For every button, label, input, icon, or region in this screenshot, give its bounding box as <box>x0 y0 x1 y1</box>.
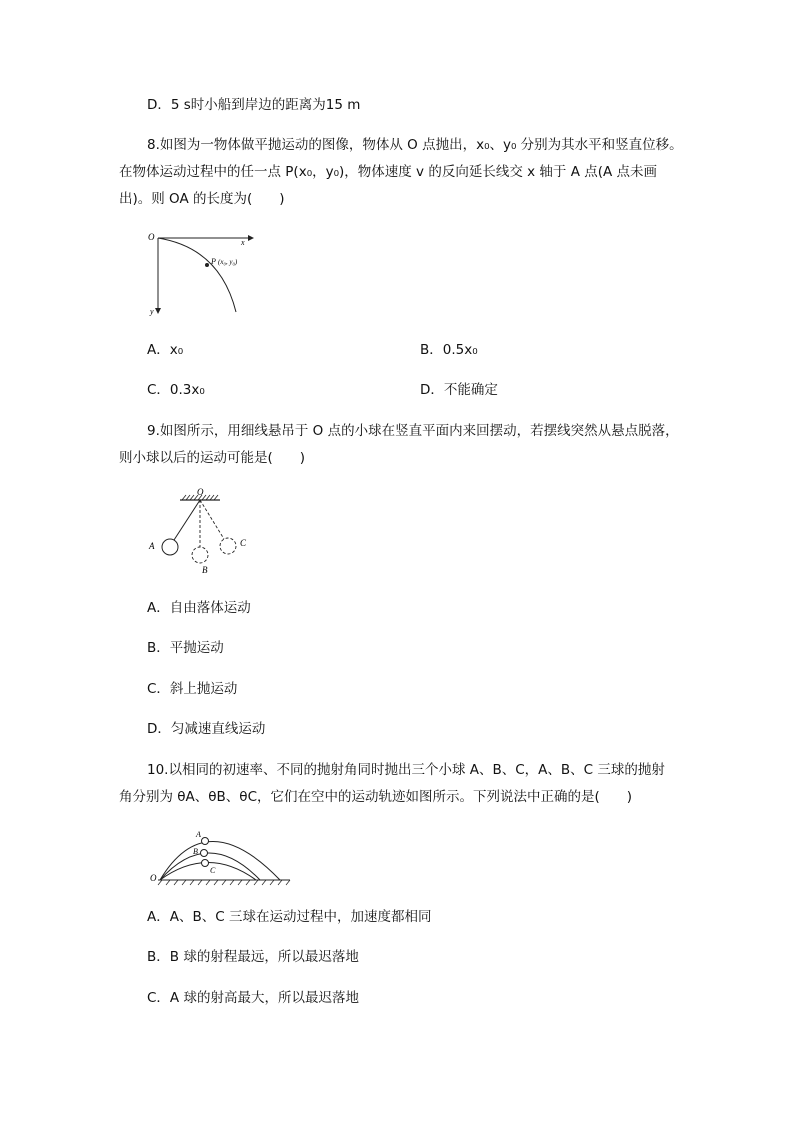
q10-fig-origin: O <box>150 873 157 883</box>
q9-pendulum-figure <box>145 485 255 575</box>
q8-fig-point-label: P <box>211 257 216 266</box>
q9-option-a: A．自由落体运动 <box>147 600 251 616</box>
q8-fig-x-label: x <box>241 238 245 247</box>
q10-fig-label-b: B <box>193 847 198 856</box>
q8-option-d: D．不能确定 <box>420 382 498 398</box>
q8-option-b: B．0.5x₀ <box>420 342 478 358</box>
q9-fig-label-b: B <box>202 565 208 575</box>
q8-stem-line3: 出)。则 OA 的长度为( ) <box>119 191 285 207</box>
q10-fig-label-a: A <box>196 830 201 839</box>
q10-stem-line1: 10.以相同的初速率、不同的抛射角同时抛出三个小球 A、B、C，A、B、C 三球的抛射 <box>147 762 665 778</box>
q10-option-c: C．A 球的射高最大，所以最迟落地 <box>147 990 359 1006</box>
q8-stem-line2: 在物体运动过程中的任一点 P(x₀，y₀)，物体速度 v 的反向延长线交 x 轴于 A 点(A 点未画 <box>119 164 658 180</box>
q8-stem-line1: 8.如图为一物体做平抛运动的图像，物体从 O 点抛出，x₀、y₀ 分别为其水平和竖直位移。 <box>147 137 683 153</box>
q10-fig-label-c: C <box>210 866 216 875</box>
q10-trajectory-figure <box>148 825 293 890</box>
q9-option-c: C．斜上抛运动 <box>147 681 238 697</box>
q10-stem-line2: 角分别为 θA、θB、θC，它们在空中的运动轨迹如图所示。下列说法中正确的是( ) <box>119 789 633 805</box>
q8-fig-y-label: y <box>150 307 154 316</box>
q9-stem-line2: 则小球以后的运动可能是( ) <box>119 450 306 466</box>
q9-fig-label-c: C <box>240 538 247 548</box>
q8-fig-point-coords: (x₀, y₀) <box>218 258 238 266</box>
q9-option-d: D．匀减速直线运动 <box>147 721 266 737</box>
q10-option-a: A．A、B、C 三球在运动过程中，加速度都相同 <box>147 909 432 925</box>
q9-option-b: B．平抛运动 <box>147 640 224 656</box>
q9-fig-label-a: A <box>149 541 155 551</box>
q7-option-d: D．5 s时小船到岸边的距离为15 m <box>147 97 361 113</box>
q8-figure <box>140 228 260 320</box>
q9-stem-line1: 9.如图所示，用细线悬吊于 O 点的小球在竖直平面内来回摆动，若摆线突然从悬点脱落， <box>147 423 679 439</box>
q8-option-a: A．x₀ <box>147 342 184 358</box>
q8-fig-origin: O <box>148 232 155 242</box>
q8-option-c: C．0.3x₀ <box>147 382 205 398</box>
q10-option-b: B．B 球的射程最远，所以最迟落地 <box>147 949 359 965</box>
q9-fig-pivot-label: O <box>197 487 204 497</box>
